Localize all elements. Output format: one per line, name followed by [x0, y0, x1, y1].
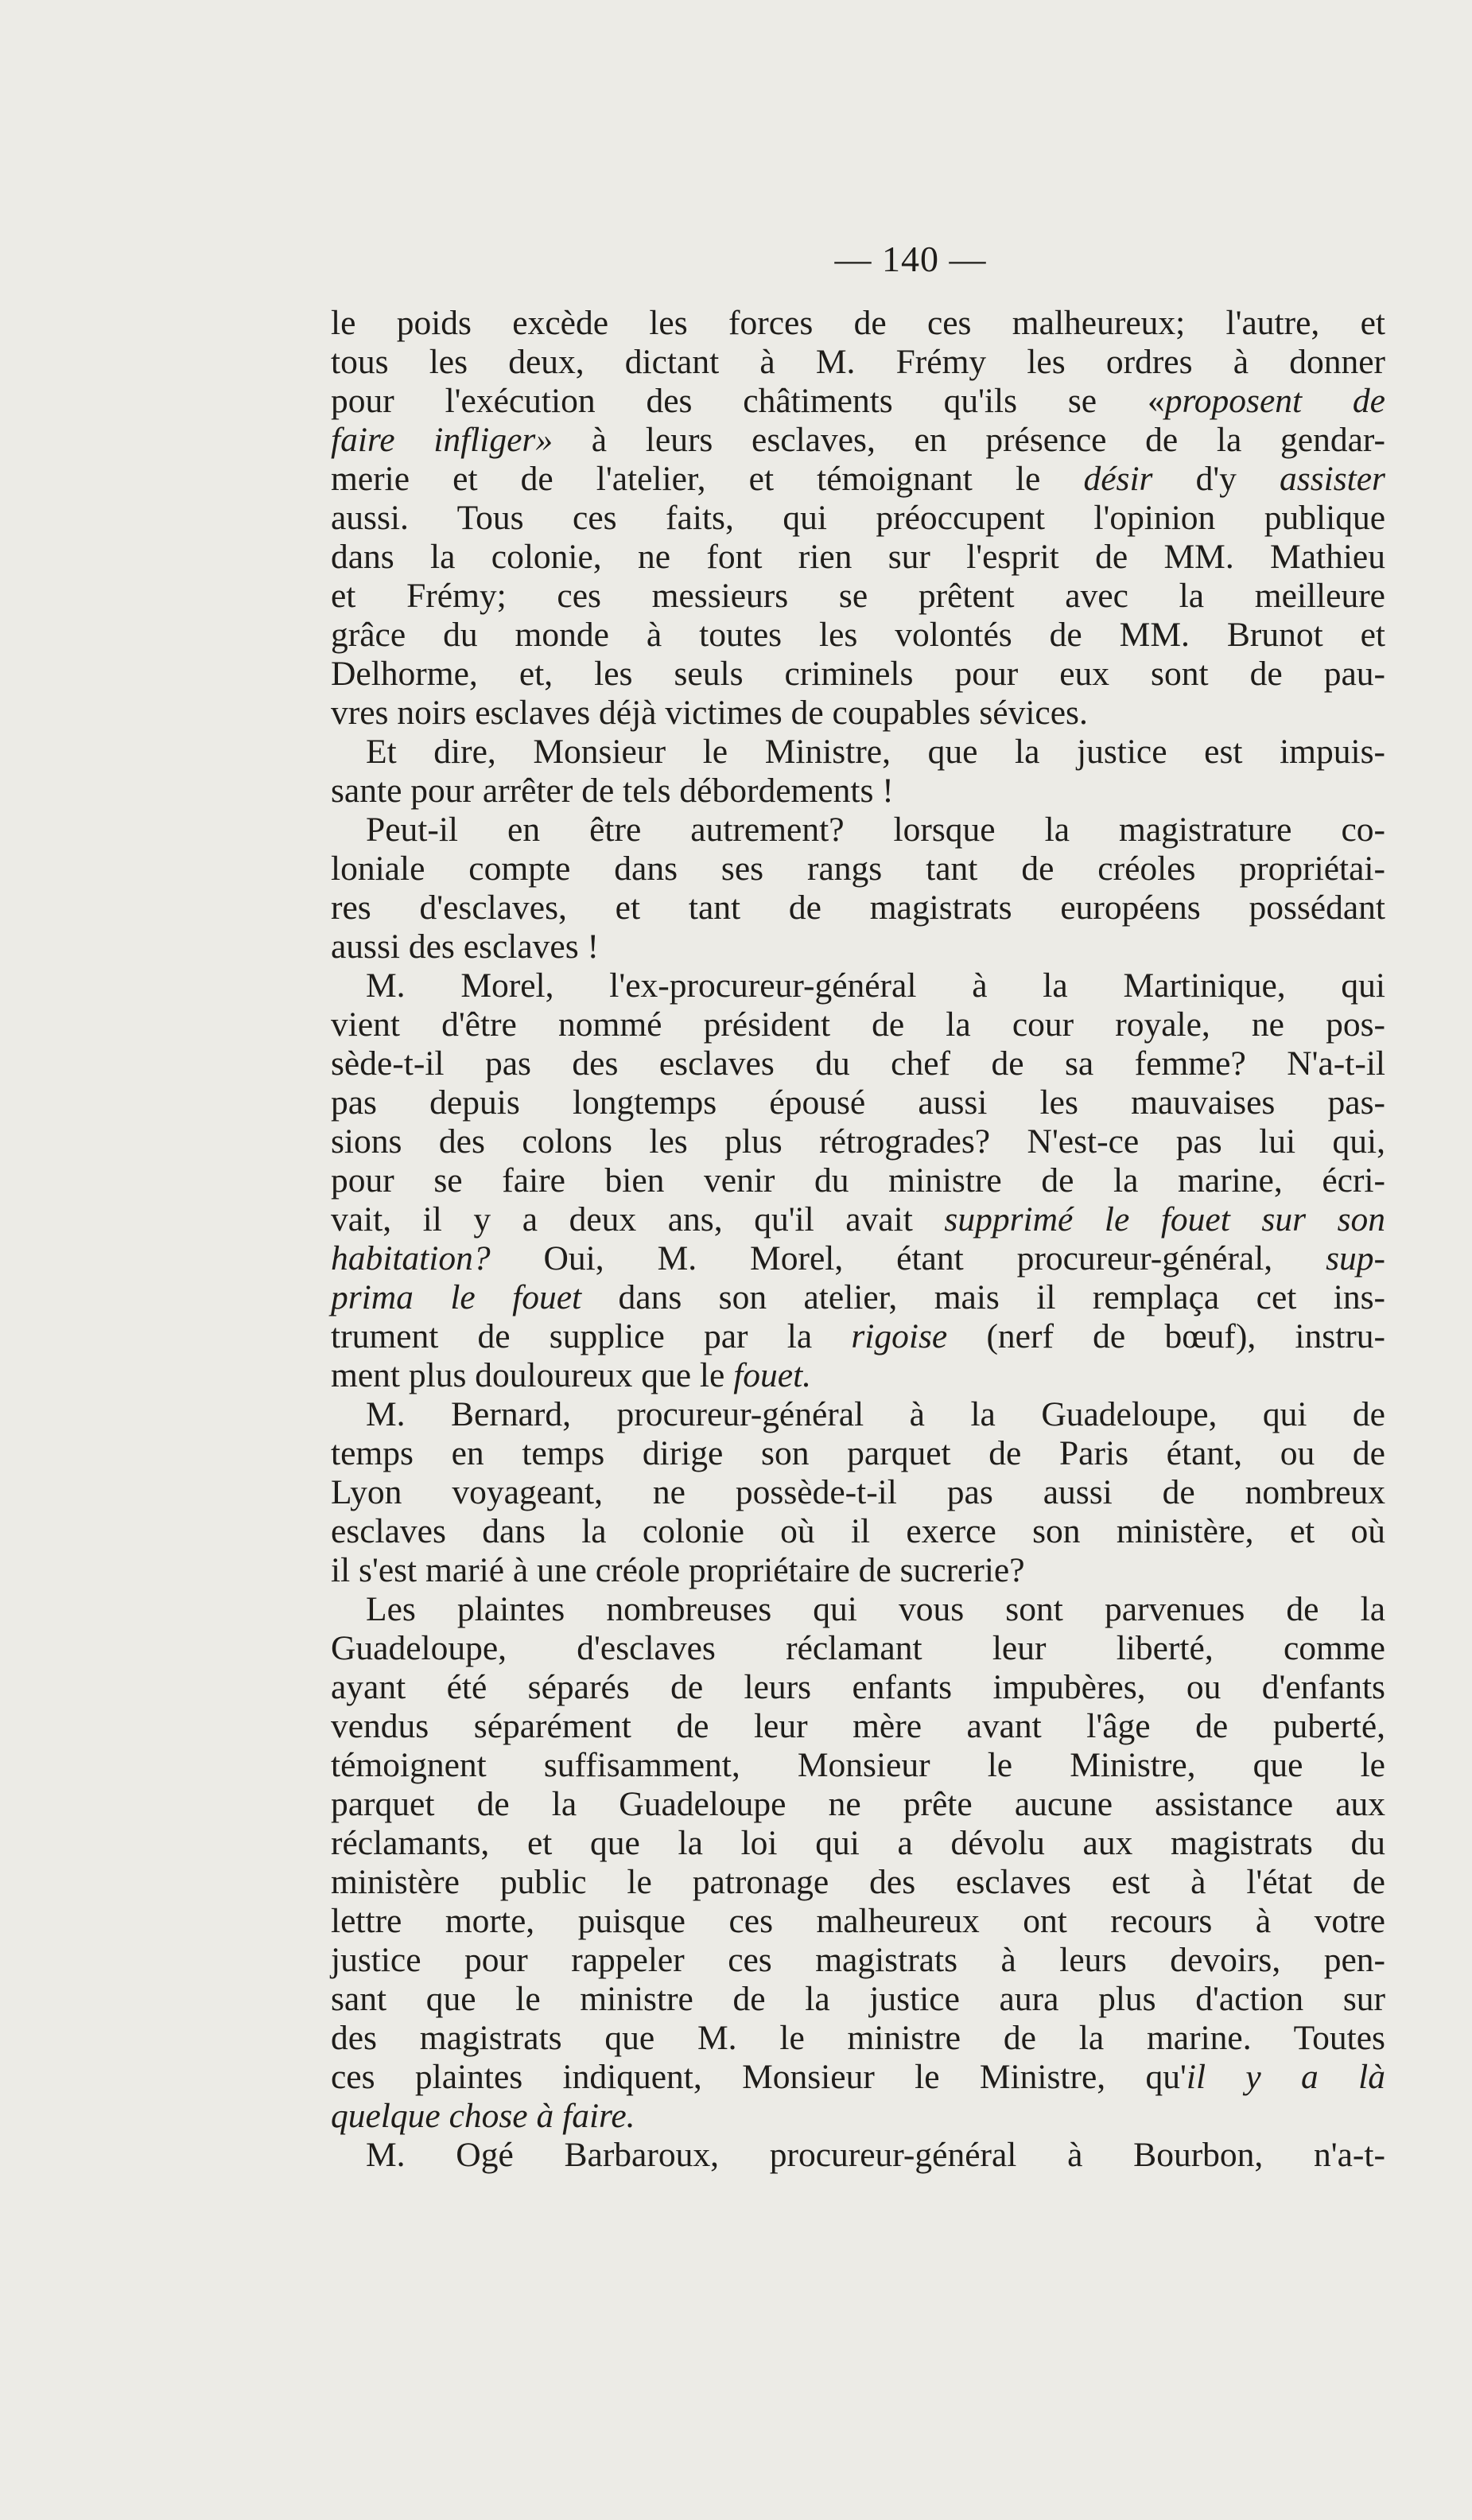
text-run: il s'est marié à une créole propriétaire de sucrerie?: [331, 1551, 1025, 1589]
italic-text: proposent de: [1164, 382, 1385, 420]
text-line: [331, 2097, 1385, 2136]
text-line: [331, 772, 1385, 811]
text-line: [331, 1551, 1385, 1590]
italic-text: assister: [1280, 460, 1385, 498]
text-line: [331, 1044, 1385, 1083]
text-line: [331, 2058, 1385, 2097]
text-line: [331, 1083, 1385, 1122]
text-line: [331, 1941, 1385, 1980]
italic-text: rigoise: [851, 1317, 948, 1355]
text-run: temps en temps dirige son parquet de Paris étant, ou de: [331, 1434, 1385, 1472]
italic-text: prima le fouet: [331, 1278, 582, 1316]
text-run: trument de supplice par la: [331, 1317, 852, 1355]
text-line: [331, 1161, 1385, 1200]
text-line: [331, 616, 1385, 655]
text-run: res d'esclaves, et tant de magistrats européens possédant: [331, 889, 1385, 927]
text-run: Peut-il en être autrement? lorsque la magistrature co-: [366, 811, 1385, 849]
text-line: [331, 382, 1385, 421]
text-run: vendus séparément de leur mère avant l'âge de puberté,: [331, 1707, 1385, 1745]
italic-text: faire infliger»: [331, 421, 553, 459]
text-line: [331, 1590, 1385, 1629]
text-line: [331, 1980, 1385, 2019]
text-line: [331, 1434, 1385, 1473]
text-run: merie et de l'atelier, et témoignant le: [331, 460, 1084, 498]
text-line: [331, 2019, 1385, 2058]
text-run: Et dire, Monsieur le Ministre, que la justice est impuis-: [366, 733, 1385, 771]
text-run: sède-t-il pas des esclaves du chef de sa femme? N'a-t-il: [331, 1044, 1385, 1083]
text-line: [331, 1863, 1385, 1902]
text-run: parquet de la Guadeloupe ne prête aucune assistance aux: [331, 1785, 1385, 1823]
text-run: des magistrats que M. le ministre de la marine. Toutes: [331, 2019, 1385, 2057]
text-run: M. Bernard, procureur-général à la Guadeloupe, qui de: [366, 1395, 1385, 1433]
text-run: tous les deux, dictant à M. Frémy les ordres à donner: [331, 343, 1385, 381]
text-line: [331, 460, 1385, 499]
text-run: justice pour rappeler ces magistrats à leurs devoirs, pen-: [331, 1941, 1385, 1979]
text-run: M. Ogé Barbaroux, procureur-général à Bourbon, n'a-t-: [366, 2136, 1385, 2174]
text-run: M. Morel, l'ex-procureur-général à la Martinique, qui: [366, 966, 1385, 1005]
italic-text: quelque chose à faire.: [331, 2097, 635, 2135]
text-run: à leurs esclaves, en présence de la gendar-: [553, 421, 1385, 459]
text-run: ayant été séparés de leurs enfants impubères, ou d'enfants: [331, 1668, 1385, 1706]
text-run: d'y: [1152, 460, 1280, 498]
text-line: [331, 1785, 1385, 1824]
text-run: vres noirs esclaves déjà victimes de coupables sévices.: [331, 694, 1088, 732]
text-line: [331, 1707, 1385, 1746]
text-run: esclaves dans la colonie où il exerce son ministère, et où: [331, 1512, 1385, 1550]
text-line: [331, 343, 1385, 382]
text-line: [331, 304, 1385, 343]
text-line: [331, 1746, 1385, 1785]
italic-text: il y a là: [1186, 2058, 1385, 2096]
text-line: [331, 1824, 1385, 1863]
text-run: Les plaintes nombreuses qui vous sont parvenues de la: [366, 1590, 1385, 1628]
text-line: [331, 655, 1385, 694]
text-line: [331, 499, 1385, 538]
page-number: — 140 —: [834, 239, 987, 279]
italic-text: sup-: [1326, 1239, 1385, 1278]
text-line: [331, 1278, 1385, 1317]
text-line: [331, 538, 1385, 577]
italic-text: habitation?: [331, 1239, 491, 1278]
text-line: [331, 1200, 1385, 1239]
text-run: lettre morte, puisque ces malheureux ont recours à votre: [331, 1902, 1385, 1940]
text-run: vient d'être nommé président de la cour royale, ne pos-: [331, 1005, 1385, 1044]
text-line: [331, 1356, 1385, 1395]
text-line: [331, 1473, 1385, 1512]
italic-text: supprimé le fouet sur son: [944, 1200, 1386, 1239]
text-run: pour se faire bien venir du ministre de la marine, écri-: [331, 1161, 1385, 1200]
italic-text: fouet.: [733, 1356, 812, 1394]
text-run: vait, il y a deux ans, qu'il avait: [331, 1200, 945, 1239]
text-line: [331, 1512, 1385, 1551]
text-line: [331, 1395, 1385, 1434]
text-run: Oui, M. Morel, étant procureur-général,: [490, 1239, 1326, 1278]
text-run: ministère public le patronage des esclaves est à l'état de: [331, 1863, 1385, 1901]
text-run: pas depuis longtemps épousé aussi les mauvaises pas-: [331, 1083, 1385, 1122]
italic-text: désir: [1083, 460, 1153, 498]
text-run: aussi. Tous ces faits, qui préoccupent l'opinion publique: [331, 499, 1385, 537]
text-line: [331, 577, 1385, 616]
text-run: dans son atelier, mais il remplaça cet ins-: [581, 1278, 1385, 1316]
text-run: dans la colonie, ne font rien sur l'esprit de MM. Mathieu: [331, 538, 1385, 576]
text-run: et Frémy; ces messieurs se prêtent avec la meilleure: [331, 577, 1385, 615]
text-line: [331, 889, 1385, 928]
text-line: [331, 2136, 1385, 2175]
text-line: [331, 1239, 1385, 1278]
text-line: [331, 1902, 1385, 1941]
text-line: [331, 694, 1385, 733]
text-run: pour l'exécution des châtiments qu'ils se «: [331, 382, 1165, 420]
text-run: Guadeloupe, d'esclaves réclamant leur liberté, comme: [331, 1629, 1385, 1667]
text-line: [331, 1668, 1385, 1707]
text-run: le poids excède les forces de ces malheureux; l'autre, et: [331, 304, 1385, 342]
text-run: Lyon voyageant, ne possède-t-il pas aussi de nombreux: [331, 1473, 1385, 1511]
body-text: [331, 304, 1385, 2175]
text-run: ces plaintes indiquent, Monsieur le Ministre, qu': [331, 2058, 1187, 2096]
text-line: [331, 850, 1385, 889]
text-run: témoignent suffisamment, Monsieur le Ministre, que le: [331, 1746, 1385, 1784]
text-line: [331, 1629, 1385, 1668]
text-line: [331, 1122, 1385, 1161]
text-run: Delhorme, et, les seuls criminels pour eux sont de pau-: [331, 655, 1385, 693]
text-line: [331, 811, 1385, 850]
text-line: [331, 1005, 1385, 1044]
text-run: loniale compte dans ses rangs tant de créoles propriétai-: [331, 850, 1385, 888]
text-run: réclamants, et que la loi qui a dévolu aux magistrats du: [331, 1824, 1385, 1862]
text-run: sant que le ministre de la justice aura plus d'action sur: [331, 1980, 1385, 2018]
text-run: sions des colons les plus rétrogrades? N'est-ce pas lui qui,: [331, 1122, 1385, 1161]
text-run: ment plus douloureux que le: [331, 1356, 734, 1394]
text-line: [331, 1317, 1385, 1356]
text-run: aussi des esclaves !: [331, 928, 600, 966]
text-line: [331, 966, 1385, 1005]
text-line: [331, 928, 1385, 966]
text-line: [331, 421, 1385, 460]
text-run: sante pour arrêter de tels débordements !: [331, 772, 894, 810]
text-run: grâce du monde à toutes les volontés de MM. Brunot et: [331, 616, 1385, 654]
text-run: (nerf de bœuf), instru-: [947, 1317, 1386, 1355]
text-line: [331, 733, 1385, 772]
